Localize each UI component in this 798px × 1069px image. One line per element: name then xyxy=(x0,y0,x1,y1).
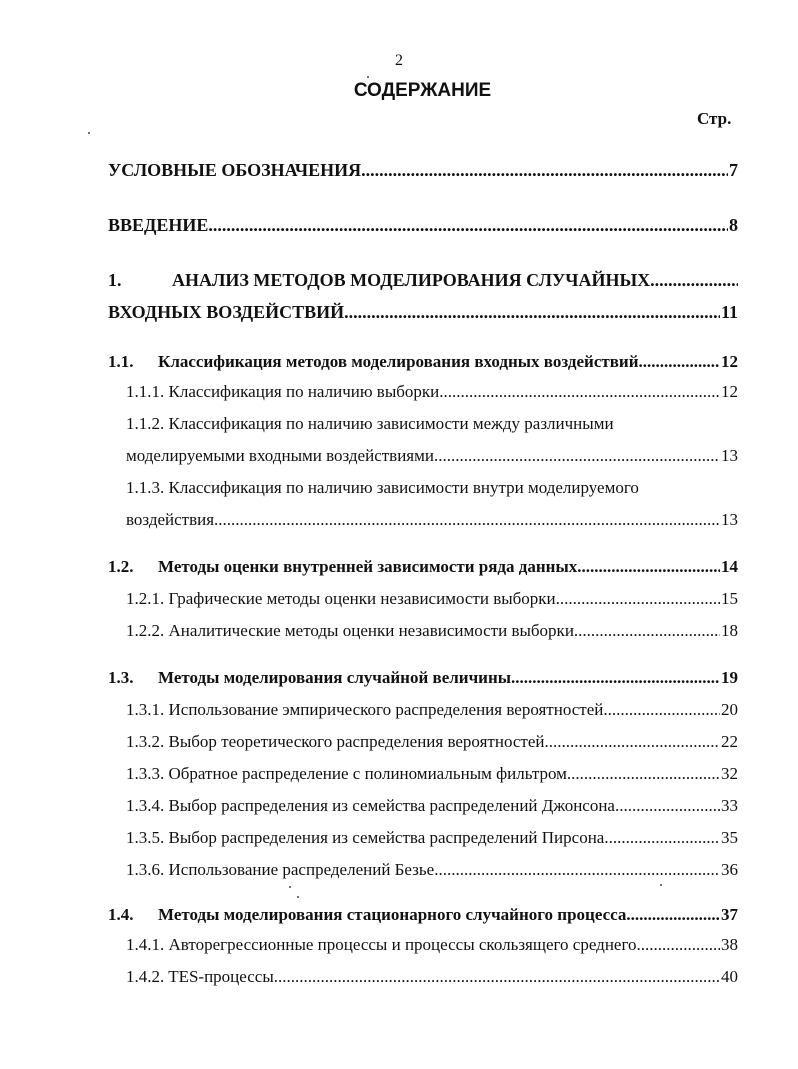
toc-page-number: 13 xyxy=(721,446,738,465)
toc-page-number: 35 xyxy=(721,828,738,847)
toc-entry-1-2-1[interactable] xyxy=(126,589,738,609)
toc-entry-text: Методы оценки внутренней зависимости ряда данных xyxy=(158,557,578,576)
dot-leader xyxy=(545,732,720,752)
toc-page-number: 38 xyxy=(721,935,738,954)
toc-entry-text: УСЛОВНЫЕ ОБОЗНАЧЕНИЯ xyxy=(108,160,362,180)
toc-entry-text: 1.2.2. Аналитические методы оценки независимости выборки xyxy=(126,621,574,640)
scan-speck xyxy=(660,884,662,886)
toc-entry-text: Методы моделирования случайной величины xyxy=(158,668,512,687)
toc-entry-1-2-2[interactable] xyxy=(126,621,738,641)
toc-entry-1-2[interactable] xyxy=(108,557,738,577)
toc-entry-text: 1.3.1. Использование эмпирического распределения вероятностей xyxy=(126,700,604,719)
dot-leader xyxy=(574,621,720,641)
dot-leader xyxy=(577,557,720,577)
dot-leader xyxy=(626,905,720,925)
toc-page-number: 15 xyxy=(721,589,738,608)
dot-leader xyxy=(604,828,720,848)
dot-leader xyxy=(637,935,720,955)
toc-entry-number: 1.4. xyxy=(108,905,134,924)
dot-leader xyxy=(214,510,720,530)
toc-entry-text: Методы моделирования стационарного случайного процесса xyxy=(158,905,627,924)
toc-entry-1-3-3[interactable] xyxy=(126,764,738,784)
toc-entry-1-1-2[interactable]: 1.1.2. Классификация по наличию зависимости между различными xyxy=(126,414,614,433)
toc-page-number: 19 xyxy=(721,668,738,687)
dot-leader xyxy=(603,700,720,720)
toc-entry-text: 1.4.2. TES-процессы xyxy=(126,967,274,986)
dot-leader xyxy=(567,764,720,784)
toc-page-number: 13 xyxy=(721,510,738,529)
toc-entry-1-3-2[interactable] xyxy=(126,732,738,752)
scan-speck xyxy=(289,886,291,888)
toc-page-number: 32 xyxy=(721,764,738,783)
toc-page-number: 14 xyxy=(721,557,738,576)
scan-speck xyxy=(297,896,299,898)
toc-entry-text: 1.3.4. Выбор распределения из семейства распределений Джонсона xyxy=(126,796,615,815)
toc-entry-1-1-1[interactable] xyxy=(126,382,738,402)
toc-entry-text: 1.3.2. Выбор теоретического распределения вероятностей xyxy=(126,732,545,751)
page-column-label: Стр. xyxy=(697,109,732,128)
dot-leader xyxy=(274,967,720,987)
toc-entry-text: моделируемыми входными воздействиями xyxy=(126,446,434,465)
toc-entry-text: ВХОДНЫХ ВОЗДЕЙСТВИЙ xyxy=(108,302,345,322)
toc-page-number: 22 xyxy=(721,732,738,751)
dot-leader xyxy=(650,270,738,291)
toc-entry-1-3-5[interactable] xyxy=(126,828,738,848)
scan-speck xyxy=(367,76,369,78)
toc-page-number: 33 xyxy=(721,796,738,815)
toc-entry-number: 1.2. xyxy=(108,557,134,576)
toc-entry-number: 1. xyxy=(108,270,122,290)
toc-entry-text: 1.1.1. Классификация по наличию выборки xyxy=(126,382,440,401)
page-title: СОДЕРЖАНИЕ xyxy=(353,80,492,101)
scan-speck xyxy=(88,132,90,134)
dot-leader xyxy=(439,382,720,402)
toc-page-number: 20 xyxy=(721,700,738,719)
toc-entry-1-4[interactable] xyxy=(108,905,738,925)
toc-entry-text: АНАЛИЗ МЕТОДОВ МОДЕЛИРОВАНИЯ СЛУЧАЙНЫХ xyxy=(172,270,651,290)
dot-leader xyxy=(208,215,728,236)
toc-page-number: 8 xyxy=(729,215,738,235)
toc-entry-1-3-6[interactable] xyxy=(126,860,738,880)
dot-leader xyxy=(434,860,720,880)
toc-page-number: 36 xyxy=(721,860,738,879)
toc-entry-number: 1.3. xyxy=(108,668,134,687)
toc-entry-1-1-3-cont[interactable] xyxy=(126,510,738,530)
toc-entry-number: 1.1. xyxy=(108,352,134,371)
toc-page-number: 37 xyxy=(721,905,738,924)
toc-entry-text: ВВЕДЕНИЕ xyxy=(108,215,209,235)
toc-entry-1-3-4[interactable] xyxy=(126,796,738,816)
toc-entry-text: 1.3.5. Выбор распределения из семейства распределений Пирсона xyxy=(126,828,605,847)
dot-leader xyxy=(556,589,720,609)
toc-entry-text: 1.3.3. Обратное распределение с полиномиальным фильтром xyxy=(126,764,567,783)
toc-entry-intro[interactable] xyxy=(108,215,738,236)
dot-leader xyxy=(344,302,720,323)
dot-leader xyxy=(434,446,720,466)
toc-entry-1-3-1[interactable] xyxy=(126,700,738,720)
toc-page-number: 12 xyxy=(721,352,738,371)
toc-entry-1-3[interactable] xyxy=(108,668,738,688)
toc-page-number: 11 xyxy=(720,302,738,322)
toc-entry-conventions[interactable] xyxy=(108,160,738,181)
toc-entry-1-1[interactable] xyxy=(108,352,738,372)
toc-entry-text: Классификация методов моделирования входных воздействий xyxy=(158,352,639,371)
toc-entry-text: 1.3.6. Использование распределений Безье xyxy=(126,860,435,879)
toc-page-number: 18 xyxy=(721,621,738,640)
toc-entry-chapter-1-cont[interactable] xyxy=(108,302,738,323)
toc-entry-text: 1.2.1. Графические методы оценки независимости выборки xyxy=(126,589,556,608)
toc-entry-text: воздействия xyxy=(126,510,215,529)
page-number: 2 xyxy=(395,52,403,69)
toc-page-number: 7 xyxy=(729,160,738,180)
dot-leader xyxy=(361,160,728,181)
toc-entry-1-4-1[interactable] xyxy=(126,935,738,955)
dot-leader xyxy=(639,352,721,372)
toc-entry-1-4-2[interactable] xyxy=(126,967,738,987)
toc-page-number: 40 xyxy=(721,967,738,986)
toc-entry-1-1-2-cont[interactable] xyxy=(126,446,738,466)
toc-entry-chapter-1[interactable] xyxy=(108,270,738,291)
toc-page-number: 12 xyxy=(721,382,738,401)
toc-entry-text: 1.4.1. Авторегрессионные процессы и процессы скользящего среднего xyxy=(126,935,637,954)
dot-leader xyxy=(511,668,720,688)
toc-entry-1-1-3[interactable]: 1.1.3. Классификация по наличию зависимости внутри моделируемого xyxy=(126,478,639,497)
dot-leader xyxy=(615,796,720,816)
